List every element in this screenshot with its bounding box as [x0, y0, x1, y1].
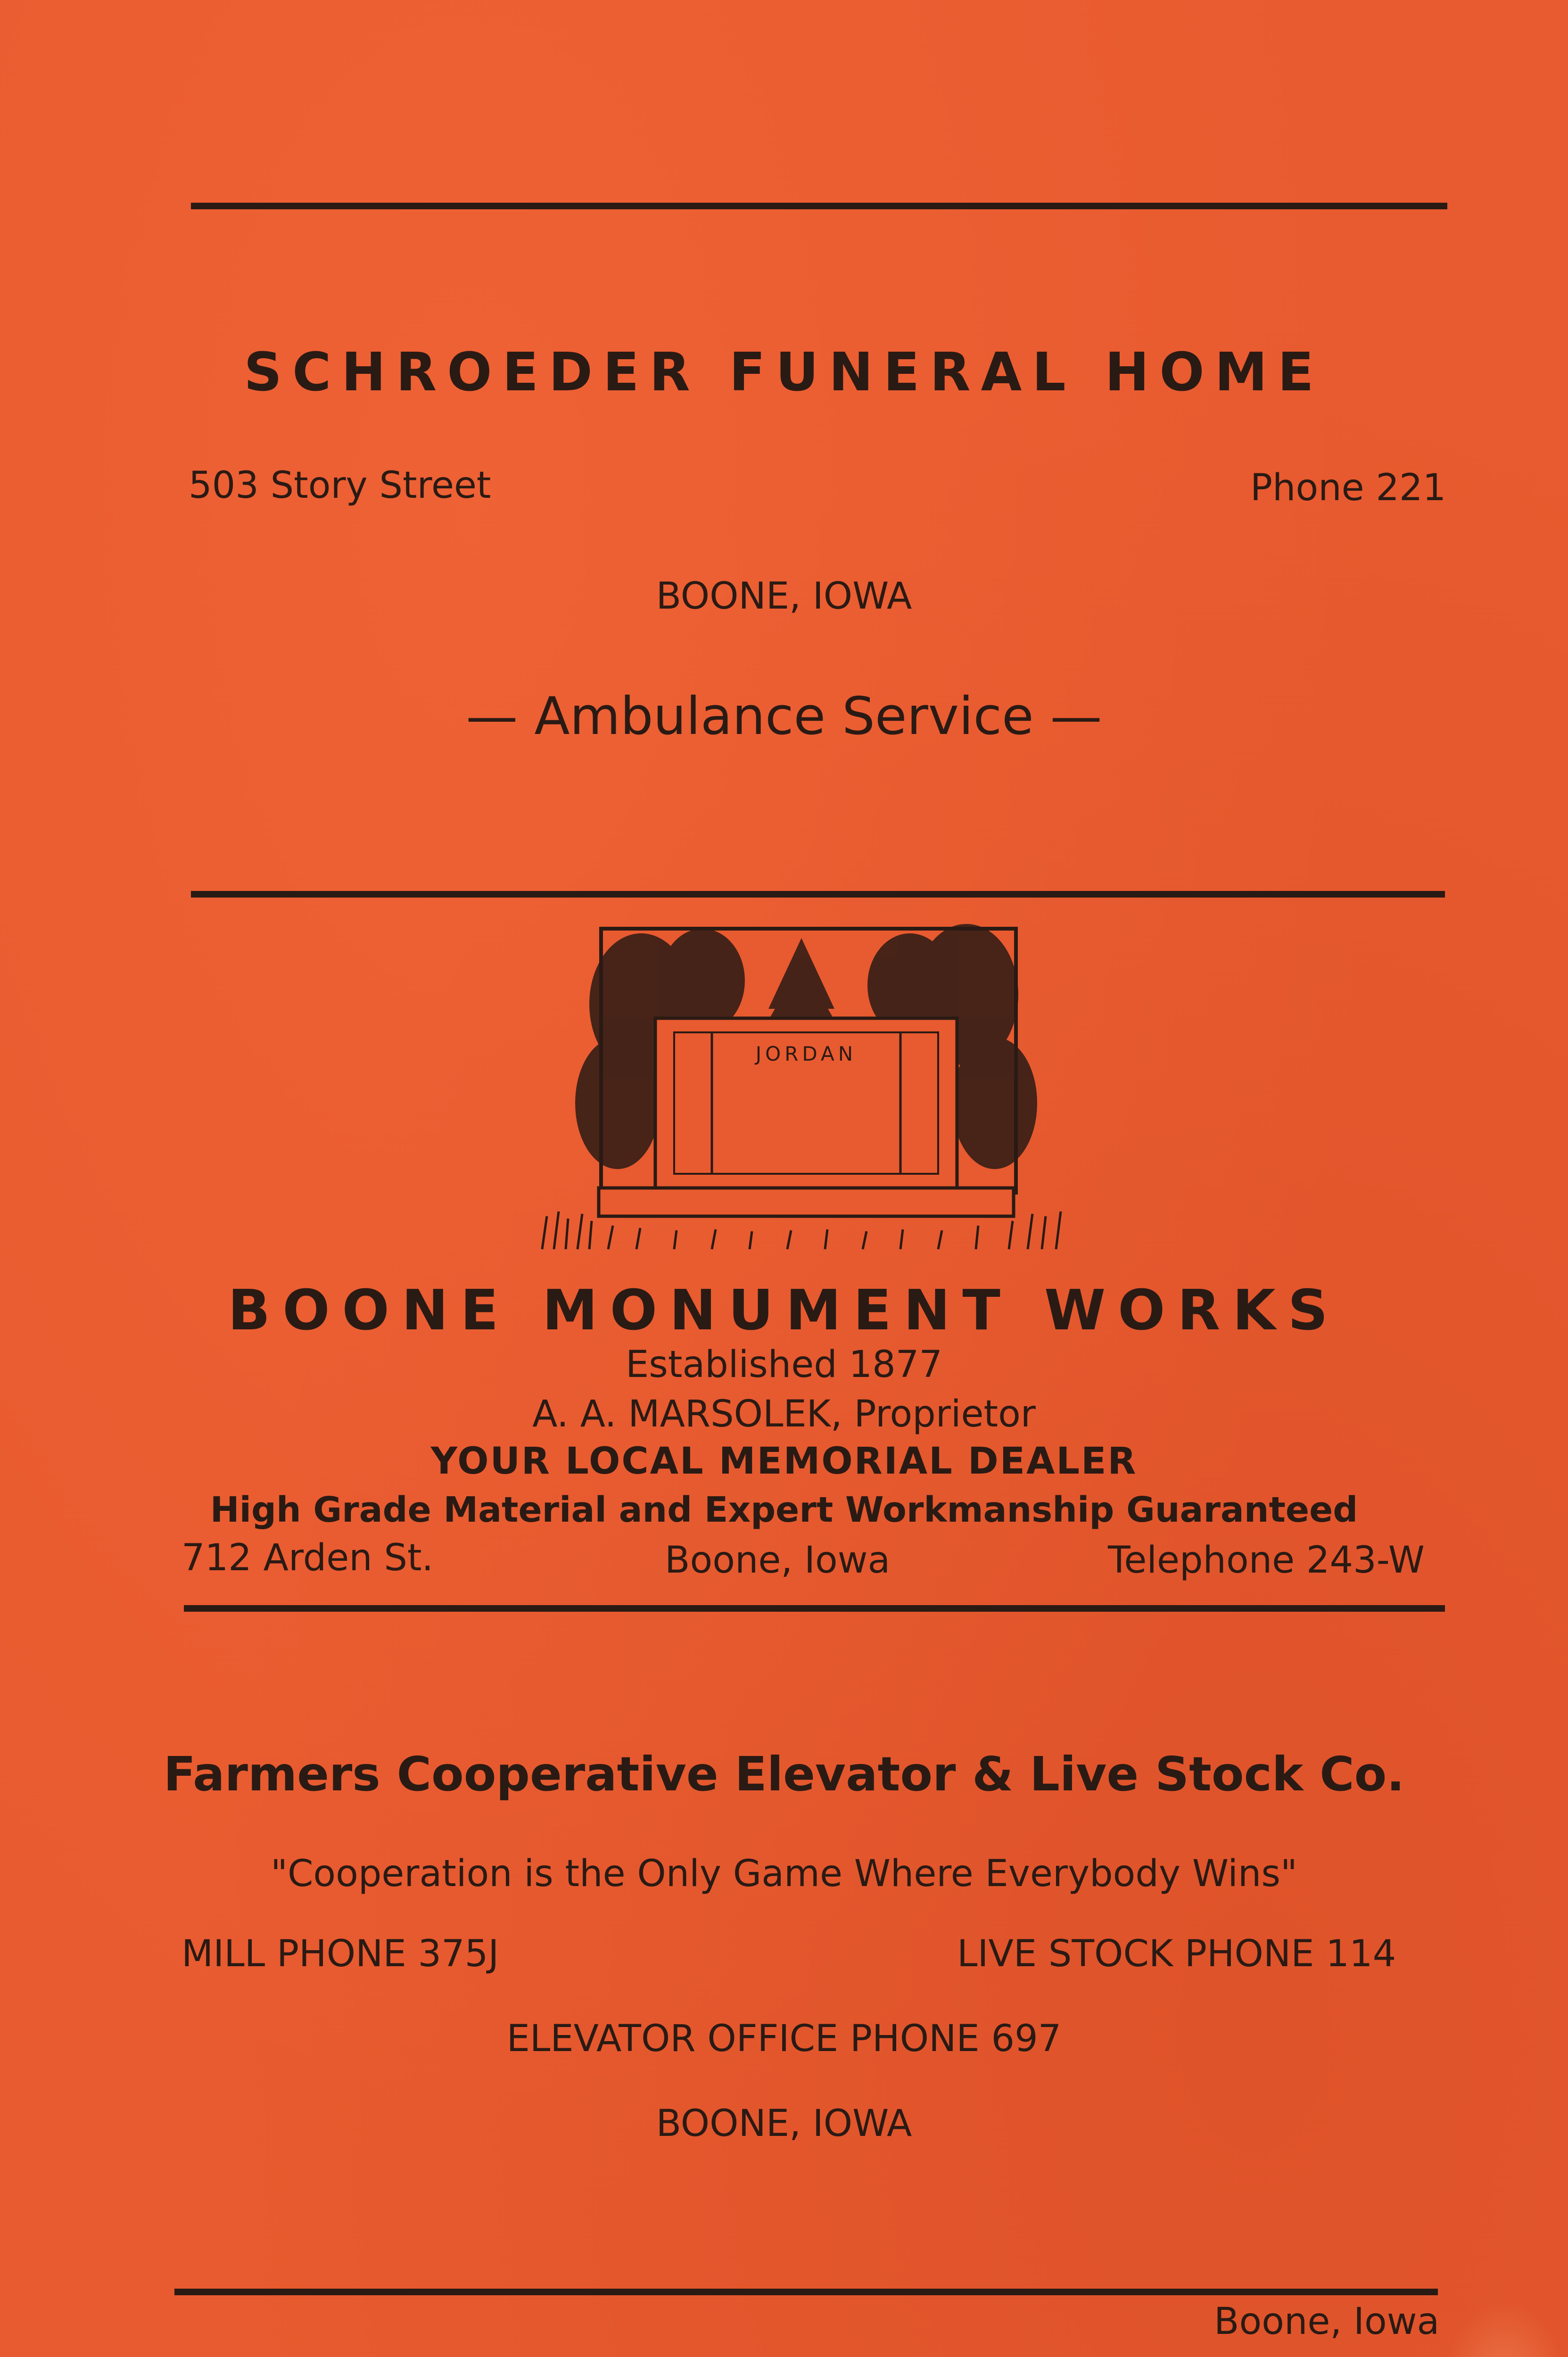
monument-phone: Telephone 243-W [1108, 1539, 1425, 1582]
monument-city: Boone, Iowa [665, 1539, 891, 1582]
top-divider [191, 203, 1447, 209]
proprietor: A. A. MARSOLEK, Proprietor [532, 1393, 1036, 1435]
funeral-home-city: BOONE, IOWA [656, 575, 912, 618]
workmanship-guarantee: High Grade Material and Expert Workmanship Guaranteed [210, 1490, 1358, 1530]
cooperative-city: BOONE, IOWA [656, 2102, 912, 2145]
monument-address: 712 Arden St. [182, 1537, 434, 1579]
cooperative-name: Farmers Cooperative Elevator & Live Stock Co. [163, 1747, 1405, 1802]
elevator-office-phone: ELEVATOR OFFICE PHONE 697 [506, 2018, 1062, 2060]
monument-illustration [533, 924, 1070, 1254]
memorial-dealer-tagline: YOUR LOCAL MEMORIAL DEALER [430, 1440, 1138, 1483]
funeral-home-phone: Phone 221 [1250, 467, 1446, 509]
cooperative-slogan: "Cooperation is the Only Game Where Everybody Wins" [271, 1853, 1297, 1895]
monument-works-name: BOONE MONUMENT WORKS [228, 1277, 1340, 1343]
funeral-home-name: SCHROEDER FUNERAL HOME [244, 342, 1324, 403]
established-year: Established 1877 [625, 1343, 943, 1386]
footer-city: Boone, Iowa [1214, 2300, 1440, 2343]
mill-phone: MILL PHONE 375J [182, 1933, 499, 1975]
monument-inscription: JORDAN [755, 1042, 857, 1065]
divider-funeral-monument [191, 891, 1445, 898]
paper-stain [1443, 2300, 1565, 2357]
funeral-home-address: 503 Story Street [189, 464, 491, 507]
divider-monument-coop [184, 1605, 1445, 1612]
bottom-divider [174, 2289, 1438, 2295]
livestock-phone: LIVE STOCK PHONE 114 [957, 1933, 1396, 1975]
ambulance-service: — Ambulance Service — [466, 686, 1102, 746]
